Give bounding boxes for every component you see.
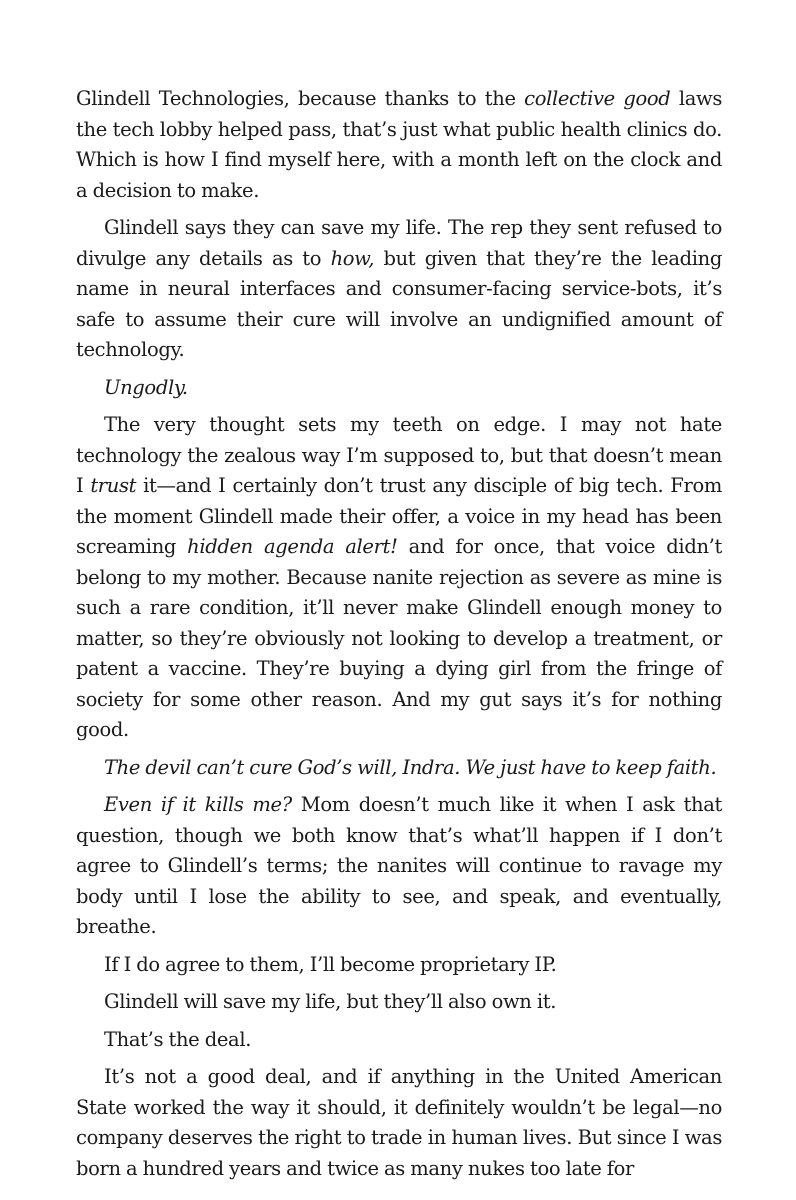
text-segment: and for once, that voice didn’t belong to my mother. Because nanite rejection as severe as mine is such a rare condition, it’ll never make Glindell enough money to matter, so they’re obviously not looking to develop a treatment, or patent a vaccine. They’re buying a dying girl from the fringe of society for some other reason. And my gut says it’s for nothing good.: [76, 535, 722, 741]
text-segment: If I do agree to them, I’ll become proprietary IP.: [104, 952, 557, 976]
paragraph-4: [76, 410, 722, 746]
text-segment: but given that they’re the leading name in neural interfaces and consumer-facing service-bots, it’s safe to assume their cure will involve an undignified amount of technology.: [76, 246, 722, 361]
text-segment: Glindell will save my life, but they’ll also own it.: [104, 990, 557, 1013]
paragraph-10: [76, 1062, 722, 1184]
text-segment: Glindell says they can save my life. The rep they sent refused to divulge any details as to: [76, 216, 722, 270]
paragraph-9: [76, 1025, 722, 1056]
italic-segment: Even if it kills me?: [104, 793, 292, 816]
italic-segment: hidden agenda alert!: [187, 535, 398, 558]
text-segment: The very thought sets my teeth on edge. I may not hate technology the zealous way I’m supposed to, but that doesn’t mean I: [76, 413, 722, 497]
text-segment: Mom doesn’t much like it when I ask that question, though we both know that’s what’ll happen if I don’t agree to Glindell’s terms; the nanites will continue to ravage my body until I lose the ability to see, and speak, and eventually, breathe.: [76, 793, 722, 938]
text-segment: it—and I certainly don’t trust any disciple of big tech. From the moment Glindell made their offer, a voice in my head has been screaming: [76, 474, 722, 558]
paragraph-3: [76, 373, 722, 404]
italic-segment: how,: [330, 246, 375, 270]
italic-segment: collective good: [524, 87, 671, 110]
paragraph-7: [76, 950, 722, 981]
italic-segment: trust: [90, 474, 137, 497]
paragraph-5: [76, 753, 722, 784]
paragraph-6: [76, 790, 722, 943]
text-segment: That’s the deal.: [104, 1027, 252, 1051]
text-segment: laws the tech lobby helped pass, that’s just what public health clinics do. Which is how I find myself here, with a month left on the clock and a decision to make.: [76, 87, 723, 202]
text-segment: It’s not a good deal, and if anything in the United American State worked the way it should, it definitely wouldn’t be legal—no company deserves the right to trade in human lives. But since I was born a hundred years and twice as many nukes too late for: [76, 1065, 722, 1180]
paragraph-1: [76, 84, 722, 206]
text-segment: Glindell Technologies, because thanks to the: [76, 87, 525, 110]
paragraph-8: [76, 987, 722, 1018]
italic-segment: The devil can’t cure God’s will, Indra. We just have to keep faith.: [104, 755, 717, 779]
paragraph-2: [76, 213, 722, 366]
italic-segment: Ungodly.: [104, 375, 188, 399]
book-page: [76, 84, 722, 1191]
